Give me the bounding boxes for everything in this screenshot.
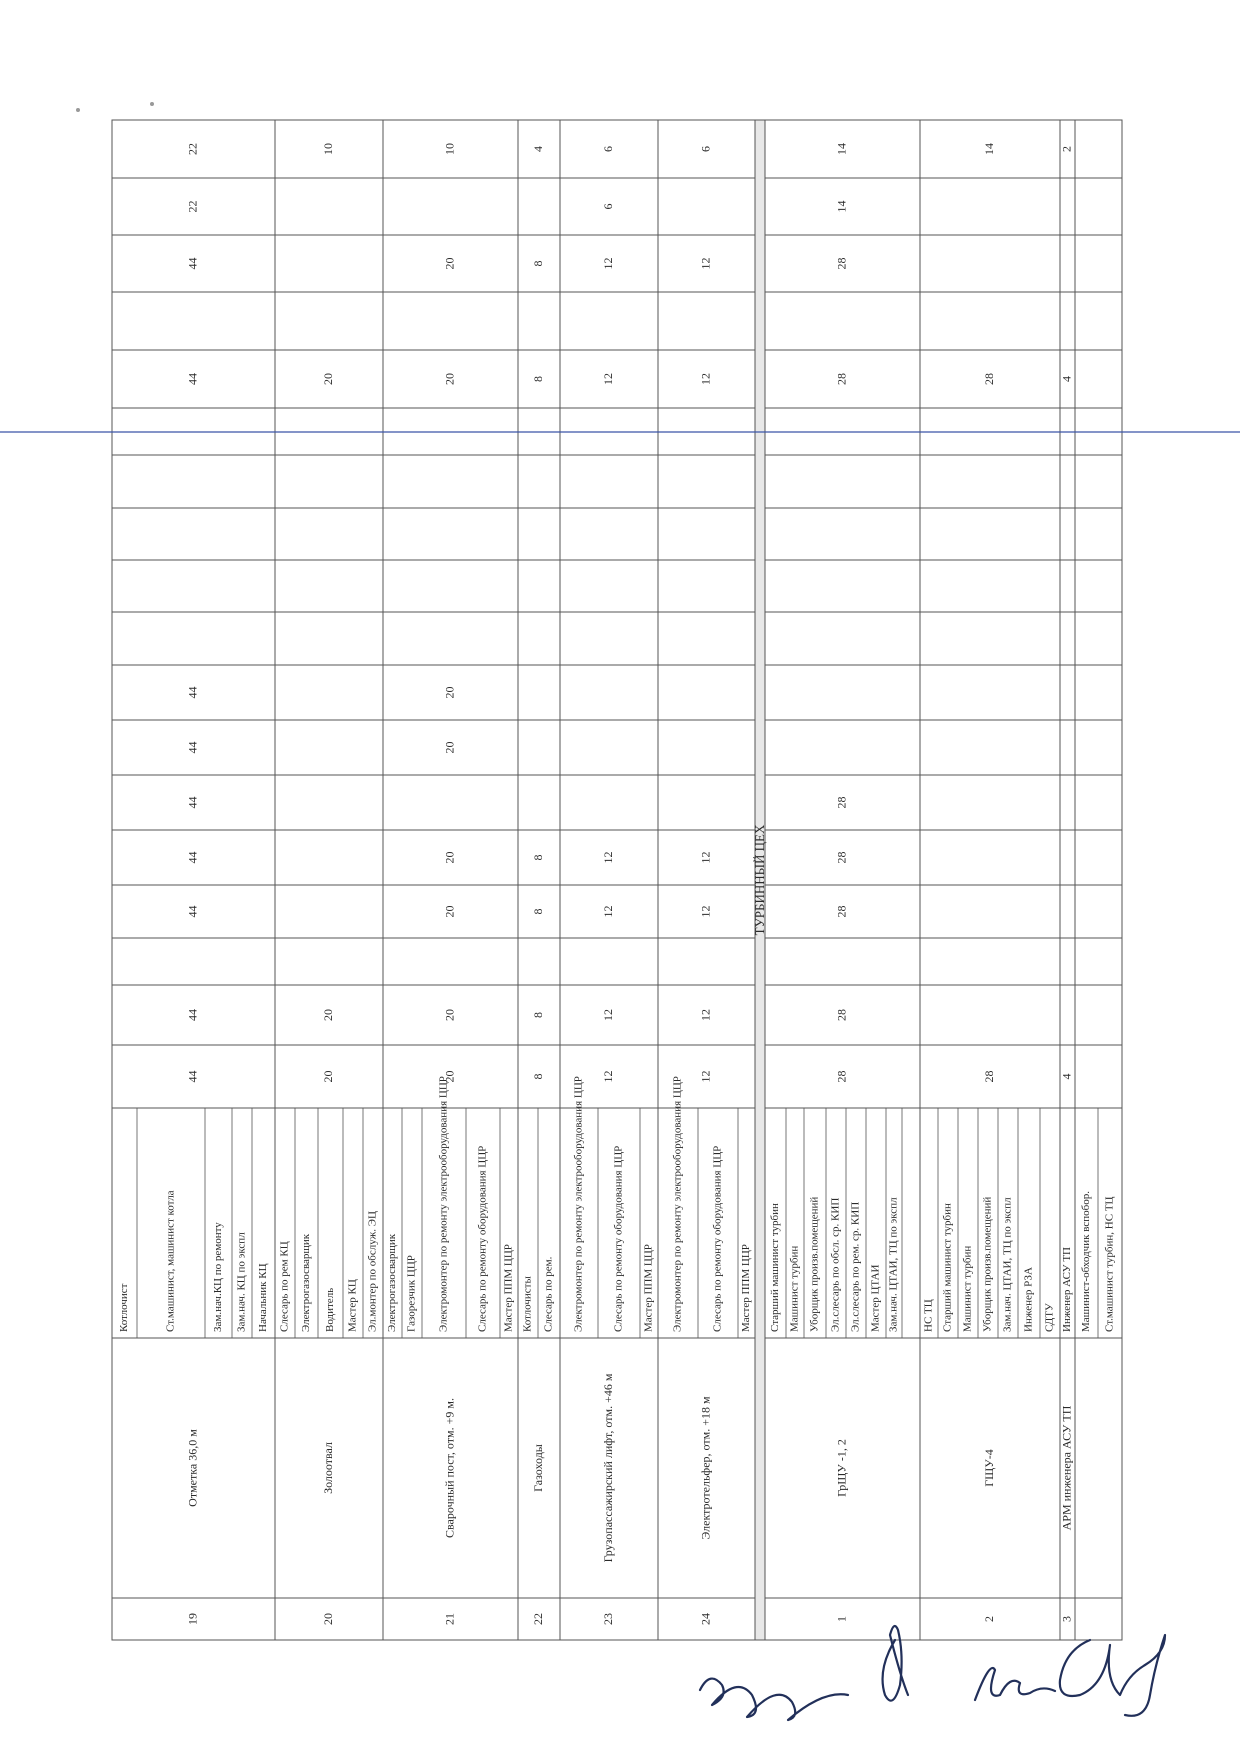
staff-position: Зам.нач. ЦТАИ, ТЦ по экспл	[1001, 1197, 1014, 1332]
cell-value: 12	[600, 905, 615, 918]
row-location: Золоотвал	[320, 1442, 335, 1494]
scan-mark-2	[150, 102, 154, 106]
cell-value: 2	[1059, 146, 1074, 152]
cell-value: 12	[600, 851, 615, 864]
row-number: 24	[698, 1613, 713, 1625]
staff-position: Машинист-обходчик вспобор.	[1080, 1191, 1093, 1332]
row-location: ГрЩУ -1, 2	[834, 1439, 849, 1497]
cell-value: 8	[530, 376, 545, 382]
cell-value: 12	[698, 1070, 713, 1083]
cell-value: 12	[600, 373, 615, 385]
staff-position: Мастер ЦТАИ	[869, 1264, 882, 1332]
cell-value: 14	[981, 143, 996, 155]
cell-value: 8	[530, 908, 545, 915]
staff-position: Старший машинист турбин	[769, 1203, 782, 1332]
staff-position: Газорезчик ЦЦР	[405, 1255, 418, 1332]
cell-value: 20	[442, 257, 457, 270]
staff-position: Электромонтер по ремонту электрооборудования ЦЦР	[572, 1076, 585, 1332]
row-location: Сварочный пост, отм. +9 м.	[442, 1398, 457, 1538]
row-location: ГЩУ-4	[981, 1449, 996, 1487]
staff-position: Зам.нач. ЦТАИ, ТЦ по экспл	[887, 1197, 900, 1332]
staff-position: Котлочисты	[521, 1276, 534, 1332]
cell-value: 20	[442, 741, 457, 754]
table-frame	[112, 120, 1122, 1640]
cell-value: 12	[600, 257, 615, 270]
cell-value: 4	[1059, 1073, 1074, 1080]
cell-value: 20	[442, 686, 457, 699]
row-number: 1	[834, 1616, 849, 1622]
cell-value: 6	[600, 203, 615, 210]
staff-position: Машинист турбин	[961, 1245, 974, 1332]
signature-3	[975, 1668, 1055, 1700]
staff-position: Электромонтер по ремонту электрооборудования ЦЦР	[671, 1076, 684, 1332]
cell-value: 28	[834, 257, 849, 270]
staff-position: Ст.машинист турбин, НС ТЦ	[1103, 1196, 1116, 1332]
cell-value: 44	[185, 686, 200, 699]
row-number: 2	[981, 1616, 996, 1622]
cell-value: 44	[185, 1070, 200, 1083]
row-location: Отметка 36,0 м	[185, 1429, 200, 1507]
staff-position: Слесарь по ремонту оборудования ЦЦР	[476, 1145, 489, 1332]
cell-value: 14	[834, 143, 849, 155]
cell-value: 20	[320, 373, 335, 385]
cell-value: 4	[1059, 376, 1074, 382]
cell-value: 20	[442, 851, 457, 864]
row-location: Грузопассажирский лифт, отм. +46 м	[600, 1373, 615, 1563]
cell-value: 6	[698, 146, 713, 152]
cell-value: 22	[185, 143, 200, 155]
cell-value: 10	[442, 143, 457, 155]
cell-value: 44	[185, 373, 200, 385]
staff-position: Водитель	[324, 1287, 337, 1332]
section-title-turbine: ТУРБИННЫЙ ЦЕХ	[751, 824, 767, 936]
staff-position: Слесарь по ремонту оборудования ЦЦР	[612, 1145, 625, 1332]
cell-value: 12	[698, 257, 713, 270]
row-location: Электротельфер, отм. +18 м	[698, 1396, 713, 1540]
cell-value: 8	[530, 1012, 545, 1018]
row-number: 23	[600, 1613, 615, 1625]
staff-position: Машинист турбин	[788, 1245, 801, 1332]
cell-value: 20	[442, 1009, 457, 1021]
cell-value: 12	[698, 851, 713, 864]
row-number: 20	[320, 1613, 335, 1625]
cell-value: 44	[185, 741, 200, 754]
staff-position: Эл.слесарь по обсл. ср. КИП	[829, 1197, 842, 1332]
row-number: 19	[185, 1613, 200, 1625]
cell-value: 8	[530, 1073, 545, 1080]
cell-value: 20	[442, 905, 457, 918]
staff-position: Эл.монтер по обслуж. ЭЦ	[366, 1211, 379, 1332]
signature-1	[700, 1679, 848, 1720]
row-number: 3	[1059, 1616, 1074, 1622]
cell-value: 44	[185, 905, 200, 918]
staff-position: Инженер АСУ ТП	[1061, 1247, 1074, 1332]
staff-position: Мастер ППМ ЦЦР	[502, 1244, 515, 1332]
cell-value: 12	[698, 1009, 713, 1021]
cell-value: 8	[530, 260, 545, 267]
cell-value: 28	[834, 373, 849, 385]
cell-value: 4	[530, 146, 545, 152]
row-location: АРМ инженера АСУ ТП	[1059, 1405, 1074, 1531]
staff-position: Инженер РЗА	[1022, 1267, 1035, 1332]
staff-position: Мастер ППМ ЦЦР	[740, 1244, 753, 1332]
staff-position: Зам.нач. КЦ по экспл	[235, 1232, 248, 1332]
staff-position: Мастер ППМ ЦЦР	[642, 1244, 655, 1332]
cell-value: 28	[834, 1070, 849, 1083]
cell-value: 20	[442, 1070, 457, 1083]
cell-value: 44	[185, 796, 200, 809]
scan-mark-1	[76, 108, 80, 112]
cell-value: 28	[981, 373, 996, 385]
signature-4	[1060, 1635, 1165, 1716]
cell-value: 6	[600, 146, 615, 152]
staff-position: Котлочист	[118, 1283, 131, 1332]
staff-position: Ст.машинист, машинист котла	[164, 1190, 177, 1332]
staff-position: Эл.слесарь по рем. ср. КИП	[849, 1201, 862, 1332]
signature-2	[883, 1626, 908, 1701]
cell-value: 12	[698, 905, 713, 918]
staff-position: Старший машинист турбин	[941, 1203, 954, 1332]
staff-position: СДТУ	[1043, 1303, 1056, 1332]
cell-value: 44	[185, 851, 200, 864]
staff-position: Электрогазосварщик	[386, 1233, 399, 1332]
cell-value: 10	[320, 143, 335, 155]
cell-value: 14	[834, 200, 849, 213]
staff-position: Слесарь по рем КЦ	[278, 1241, 291, 1332]
staff-position: НС ТЦ	[922, 1299, 935, 1332]
staff-position: Начальник КЦ	[257, 1263, 270, 1332]
row-number: 22	[530, 1613, 545, 1625]
cell-value: 28	[834, 796, 849, 809]
cell-value: 20	[320, 1070, 335, 1083]
cell-value: 28	[834, 851, 849, 864]
staff-position: Зам.нач.КЦ по ремонту	[212, 1222, 225, 1332]
cell-value: 20	[320, 1009, 335, 1021]
cell-value: 12	[698, 373, 713, 385]
cell-value: 44	[185, 257, 200, 270]
row-location: Газоходы	[530, 1444, 545, 1492]
cell-value: 20	[442, 373, 457, 385]
staff-position: Слесарь по рем.	[542, 1256, 555, 1332]
cell-value: 8	[530, 854, 545, 861]
staff-position: Уборщик произв.помещений	[808, 1196, 821, 1332]
cell-value: 28	[834, 905, 849, 918]
cell-value: 22	[185, 200, 200, 213]
cell-value: 44	[185, 1009, 200, 1021]
staff-position: Слесарь по ремонту оборудования ЦЦР	[711, 1145, 724, 1332]
cell-value: 12	[600, 1070, 615, 1083]
staff-position: Электромонтер по ремонту электрооборудования ЦЦР	[437, 1076, 450, 1332]
cell-value: 12	[600, 1009, 615, 1021]
cell-value: 28	[834, 1009, 849, 1021]
staff-position: Мастер КЦ	[346, 1279, 359, 1332]
staff-position: Электрогазосварщик	[300, 1233, 313, 1332]
row-number: 21	[442, 1613, 457, 1625]
cell-value: 28	[981, 1070, 996, 1083]
staff-position: Уборщик произв.помещений	[981, 1196, 994, 1332]
